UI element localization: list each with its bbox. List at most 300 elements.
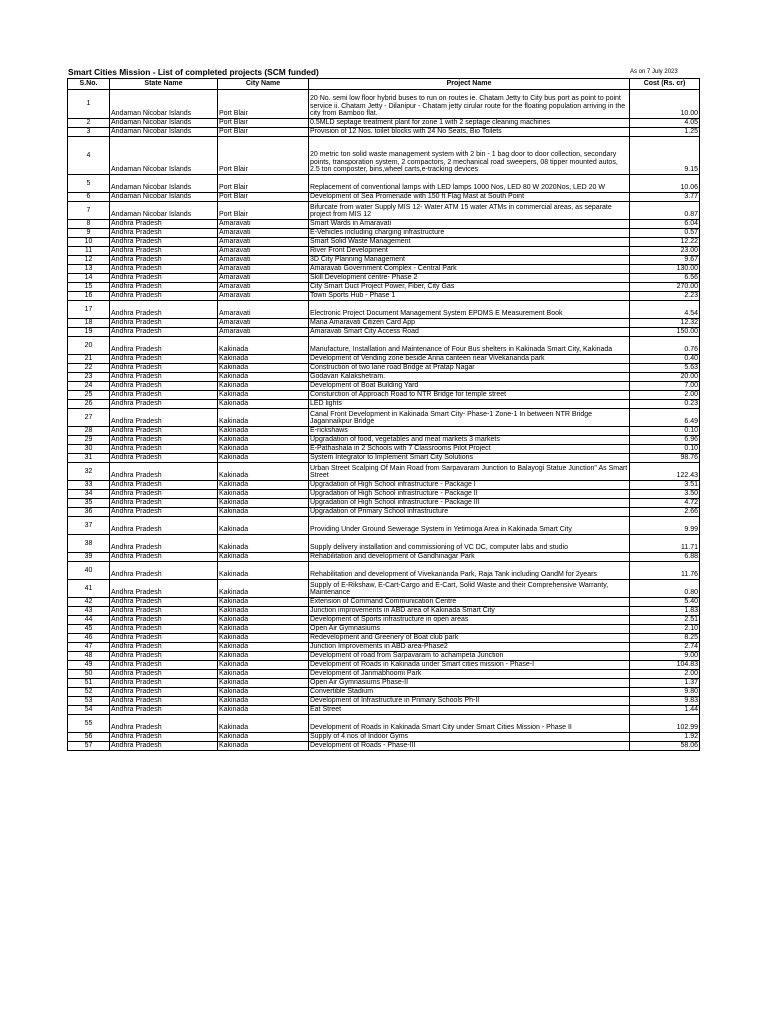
cell-state: Andhra Pradesh <box>110 283 218 292</box>
cell-project: Development of Roads in Kakinada under Smart cities mission - Phase-I <box>309 661 630 670</box>
cell-city: Kakinada <box>218 337 309 355</box>
cell-state: Andaman Nicobar Islands <box>110 128 218 137</box>
table-row <box>68 400 700 409</box>
table-row <box>68 742 700 751</box>
cell-state: Andhra Pradesh <box>110 274 218 283</box>
cell-sno: 52 <box>68 688 110 697</box>
cell-city: Kakinada <box>218 706 309 715</box>
cell-state: Andhra Pradesh <box>110 454 218 463</box>
cell-state: Andaman Nicobar Islands <box>110 137 218 175</box>
table-row <box>68 445 700 454</box>
cell-city: Kakinada <box>218 481 309 490</box>
cell-cost: 9.67 <box>630 256 700 265</box>
cell-state: Andhra Pradesh <box>110 238 218 247</box>
cell-state: Andaman Nicobar Islands <box>110 202 218 220</box>
table-header <box>68 79 700 90</box>
cell-state: Andhra Pradesh <box>110 535 218 553</box>
cell-city: Kakinada <box>218 373 309 382</box>
cell-state: Andhra Pradesh <box>110 562 218 580</box>
table-row <box>68 292 700 301</box>
cell-project: Amaravati Smart City Access Road <box>309 328 630 337</box>
cell-sno: 47 <box>68 643 110 652</box>
cell-city: Kakinada <box>218 697 309 706</box>
cell-city: Kakinada <box>218 670 309 679</box>
table-row <box>68 481 700 490</box>
cell-city: Kakinada <box>218 427 309 436</box>
cell-cost: 0.87 <box>630 202 700 220</box>
cell-project: Electronic Project Document Management System EPDMS E Measurement Book <box>309 301 630 319</box>
cell-state: Andhra Pradesh <box>110 391 218 400</box>
cell-project: Development of Janmabhoomi Park <box>309 670 630 679</box>
cell-project: Upgradation of High School infrastructure - Package III <box>309 499 630 508</box>
cell-city: Amaravati <box>218 319 309 328</box>
cell-city: Kakinada <box>218 616 309 625</box>
cell-state: Andhra Pradesh <box>110 292 218 301</box>
cell-city: Kakinada <box>218 715 309 733</box>
table-row <box>68 265 700 274</box>
cell-cost: 9.99 <box>630 517 700 535</box>
table-row <box>68 580 700 598</box>
table-row <box>68 175 700 193</box>
table-row <box>68 90 700 119</box>
cell-sno: 19 <box>68 328 110 337</box>
cell-city: Kakinada <box>218 643 309 652</box>
cell-city: Kakinada <box>218 625 309 634</box>
table-row <box>68 508 700 517</box>
projects-table <box>67 78 700 751</box>
cell-state: Andhra Pradesh <box>110 247 218 256</box>
cell-state: Andhra Pradesh <box>110 661 218 670</box>
cell-sno: 56 <box>68 733 110 742</box>
table-row <box>68 119 700 128</box>
cell-sno: 17 <box>68 301 110 319</box>
cell-project: System Integrator to Implement Smart City Solutions <box>309 454 630 463</box>
cell-state: Andhra Pradesh <box>110 733 218 742</box>
cell-project: Development of Roads in Kakinada Smart City under Smart Cities Mission - Phase II <box>309 715 630 733</box>
cell-project: Junction Improvements in ABD area-Phase2 <box>309 643 630 652</box>
cell-state: Andhra Pradesh <box>110 355 218 364</box>
cell-state: Andhra Pradesh <box>110 382 218 391</box>
cell-city: Kakinada <box>218 580 309 598</box>
cell-state: Andhra Pradesh <box>110 301 218 319</box>
cell-city: Kakinada <box>218 490 309 499</box>
cell-project: Canal Front Development in Kakinada Smart City- Phase-1 Zone-1 In between NTR Bridge Jagannaikpur Bridge <box>309 409 630 427</box>
table-row <box>68 652 700 661</box>
cell-project: Rehabilitation and development of Gandhinagar Park <box>309 553 630 562</box>
cell-state: Andhra Pradesh <box>110 427 218 436</box>
cell-city: Amaravati <box>218 301 309 319</box>
col-header-state: State Name <box>110 79 218 90</box>
cell-city: Amaravati <box>218 220 309 229</box>
cell-cost: 104.83 <box>630 661 700 670</box>
cell-project: Consturction of Approach Road to NTR Bridge for temple street <box>309 391 630 400</box>
cell-cost: 7.00 <box>630 382 700 391</box>
cell-city: Kakinada <box>218 445 309 454</box>
cell-cost: 9.80 <box>630 688 700 697</box>
cell-cost: 9.00 <box>630 652 700 661</box>
cell-state: Andhra Pradesh <box>110 715 218 733</box>
cell-city: Kakinada <box>218 463 309 481</box>
cell-state: Andhra Pradesh <box>110 643 218 652</box>
cell-sno: 15 <box>68 283 110 292</box>
cell-sno: 57 <box>68 742 110 751</box>
table-row <box>68 373 700 382</box>
cell-sno: 31 <box>68 454 110 463</box>
cell-sno: 4 <box>68 137 110 175</box>
cell-project: Bifurcate from water Supply MIS 12- Water ATM 15 water ATMs in commercial areas, as separate project from MIS 12 <box>309 202 630 220</box>
cell-city: Kakinada <box>218 607 309 616</box>
cell-cost: 2.00 <box>630 670 700 679</box>
cell-cost: 12.22 <box>630 238 700 247</box>
cell-state: Andhra Pradesh <box>110 256 218 265</box>
cell-sno: 20 <box>68 337 110 355</box>
cell-project: Manufacture, Installation and Maintenance of Four Bus shelters in Kakinada Smart City, Kakinada <box>309 337 630 355</box>
as-on-date: As on 7 July 2023 <box>630 69 678 75</box>
cell-project: Upgradation of Primary School infrastructure <box>309 508 630 517</box>
cell-state: Andhra Pradesh <box>110 697 218 706</box>
table-row <box>68 715 700 733</box>
cell-cost: 1.92 <box>630 733 700 742</box>
cell-project: Supply delivery installation and commissioning of VC DC, computer labs and studio <box>309 535 630 553</box>
cell-sno: 44 <box>68 616 110 625</box>
cell-city: Kakinada <box>218 508 309 517</box>
cell-project: Junction improvements in ABD area of Kakinada Smart City <box>309 607 630 616</box>
cell-cost: 3.50 <box>630 490 700 499</box>
cell-cost: 3.77 <box>630 193 700 202</box>
cell-sno: 35 <box>68 499 110 508</box>
cell-sno: 29 <box>68 436 110 445</box>
cell-sno: 25 <box>68 391 110 400</box>
cell-city: Port Blair <box>218 175 309 193</box>
cell-cost: 6.49 <box>630 409 700 427</box>
cell-sno: 32 <box>68 463 110 481</box>
cell-state: Andhra Pradesh <box>110 265 218 274</box>
cell-project: 20 No. semi low floor hybrid buses to run on routes ie. Chatam Jetty to City bus port as point to point service ii. Chatam Jetty - Dilanipur - Chatam jetty cirular route for the floating population arriving in the city from Bamboo flat. <box>309 90 630 119</box>
cell-city: Amaravati <box>218 274 309 283</box>
cell-cost: 6.04 <box>630 220 700 229</box>
cell-project: Upgradation of High School infrastructure - Package I <box>309 481 630 490</box>
cell-project: Development of Sea Promenade with 150 ft Flag Mast at South Point <box>309 193 630 202</box>
cell-state: Andhra Pradesh <box>110 490 218 499</box>
cell-city: Kakinada <box>218 598 309 607</box>
cell-cost: 12.32 <box>630 319 700 328</box>
cell-sno: 34 <box>68 490 110 499</box>
cell-city: Kakinada <box>218 409 309 427</box>
cell-city: Kakinada <box>218 562 309 580</box>
cell-sno: 46 <box>68 634 110 643</box>
cell-sno: 38 <box>68 535 110 553</box>
cell-state: Andaman Nicobar Islands <box>110 119 218 128</box>
cell-city: Kakinada <box>218 634 309 643</box>
cell-state: Andhra Pradesh <box>110 481 218 490</box>
cell-cost: 6.88 <box>630 553 700 562</box>
cell-cost: 0.57 <box>630 229 700 238</box>
cell-state: Andhra Pradesh <box>110 580 218 598</box>
cell-city: Kakinada <box>218 499 309 508</box>
table-row <box>68 436 700 445</box>
cell-state: Andhra Pradesh <box>110 220 218 229</box>
cell-project: Urban Street Scalping Of Main Road from Sarpavaram Junction to Balayogi Statue Junction" As Smart Street <box>309 463 630 481</box>
cell-sno: 30 <box>68 445 110 454</box>
cell-state: Andhra Pradesh <box>110 229 218 238</box>
cell-project: Supply of E-Rikshaw, E-Cart-Cargo and E-Cart, Solid Waste and their Comprehensive Warranty, Maintenance <box>309 580 630 598</box>
table-row <box>68 706 700 715</box>
cell-project: City Smart Duct Project Power, Fiber, City Gas <box>309 283 630 292</box>
cell-sno: 5 <box>68 175 110 193</box>
cell-city: Kakinada <box>218 400 309 409</box>
cell-city: Port Blair <box>218 90 309 119</box>
table-row <box>68 391 700 400</box>
table-row <box>68 128 700 137</box>
table-row <box>68 643 700 652</box>
table-row <box>68 274 700 283</box>
col-header-project: Project Name <box>309 79 630 90</box>
cell-cost: 150.00 <box>630 328 700 337</box>
cell-project: Provision of 12 Nos. toilet blocks with 24 No Seats, Bio Toilets <box>309 128 630 137</box>
table-row <box>68 634 700 643</box>
table-row <box>68 535 700 553</box>
table-row <box>68 679 700 688</box>
cell-sno: 50 <box>68 670 110 679</box>
cell-sno: 54 <box>68 706 110 715</box>
cell-sno: 22 <box>68 364 110 373</box>
cell-project: Replacement of conventional lamps with LED lamps 1000 Nos, LED 80 W 2020Nos, LED 20 W <box>309 175 630 193</box>
cell-state: Andaman Nicobar Islands <box>110 193 218 202</box>
cell-project: Supply of 4 nos of Indoor Gyms <box>309 733 630 742</box>
cell-cost: 0.76 <box>630 337 700 355</box>
cell-sno: 12 <box>68 256 110 265</box>
cell-city: Amaravati <box>218 247 309 256</box>
cell-cost: 122.43 <box>630 463 700 481</box>
cell-project: River Front Development <box>309 247 630 256</box>
cell-city: Port Blair <box>218 193 309 202</box>
cell-project: Extension of Command Communication Centre <box>309 598 630 607</box>
header-row <box>68 79 700 90</box>
cell-cost: 1.37 <box>630 679 700 688</box>
cell-sno: 49 <box>68 661 110 670</box>
cell-city: Kakinada <box>218 733 309 742</box>
cell-city: Kakinada <box>218 688 309 697</box>
cell-project: Construction of two lane road Bridge at Pratap Nagar <box>309 364 630 373</box>
cell-sno: 21 <box>68 355 110 364</box>
table-row <box>68 517 700 535</box>
cell-project: Redevelopment and Greenery of Boat club park <box>309 634 630 643</box>
table-row <box>68 256 700 265</box>
cell-sno: 53 <box>68 697 110 706</box>
cell-cost: 10.06 <box>630 175 700 193</box>
cell-cost: 1.25 <box>630 128 700 137</box>
cell-state: Andhra Pradesh <box>110 670 218 679</box>
cell-project: LED lights <box>309 400 630 409</box>
cell-state: Andhra Pradesh <box>110 517 218 535</box>
col-header-sno: S.No. <box>68 79 110 90</box>
table-row <box>68 688 700 697</box>
cell-city: Kakinada <box>218 679 309 688</box>
cell-project: 0.5MLD septage treatment plant for zone 1 with 2 septage cleaning machines <box>309 119 630 128</box>
cell-project: Godavari Kalakshetram. <box>309 373 630 382</box>
cell-project: 20 metric ton solid waste management system with 2 bin - 1 bag door to door collection, secondary points, transporation system, 2 compactors, 2 mechanical road sweepers, 08 tipper mounted autos, 2.5 ton composter, bins,wheel carts,e-tracking devices <box>309 137 630 175</box>
cell-state: Andhra Pradesh <box>110 400 218 409</box>
cell-city: Kakinada <box>218 454 309 463</box>
cell-sno: 36 <box>68 508 110 517</box>
cell-city: Kakinada <box>218 517 309 535</box>
cell-cost: 130.00 <box>630 265 700 274</box>
cell-project: Upgradation of food, vegetables and meat markets 3 markets <box>309 436 630 445</box>
cell-city: Kakinada <box>218 661 309 670</box>
cell-cost: 2.51 <box>630 616 700 625</box>
cell-project: Development of Sports infrastructure in open areas <box>309 616 630 625</box>
cell-sno: 13 <box>68 265 110 274</box>
cell-cost: 270.00 <box>630 283 700 292</box>
cell-state: Andaman Nicobar Islands <box>110 90 218 119</box>
cell-sno: 37 <box>68 517 110 535</box>
cell-sno: 40 <box>68 562 110 580</box>
cell-sno: 11 <box>68 247 110 256</box>
cell-cost: 58.06 <box>630 742 700 751</box>
table-row <box>68 364 700 373</box>
cell-cost: 4.54 <box>630 301 700 319</box>
cell-project: Rehabilitation and development of Vivekananda Park, Raja Tank including OandM for 2years <box>309 562 630 580</box>
cell-project: Skill Development centre- Phase 2 <box>309 274 630 283</box>
cell-state: Andhra Pradesh <box>110 409 218 427</box>
table-row <box>68 553 700 562</box>
cell-city: Amaravati <box>218 328 309 337</box>
cell-city: Kakinada <box>218 742 309 751</box>
table-row <box>68 193 700 202</box>
cell-city: Kakinada <box>218 391 309 400</box>
table-row <box>68 202 700 220</box>
cell-cost: 0.10 <box>630 445 700 454</box>
cell-sno: 39 <box>68 553 110 562</box>
cell-project: Mana Amaravati Citizen Card App <box>309 319 630 328</box>
cell-city: Port Blair <box>218 128 309 137</box>
cell-sno: 23 <box>68 373 110 382</box>
table-row <box>68 490 700 499</box>
table-row <box>68 598 700 607</box>
cell-cost: 9.83 <box>630 697 700 706</box>
cell-state: Andaman Nicobar Islands <box>110 175 218 193</box>
cell-project: E-Vehicles including charging infrastructure <box>309 229 630 238</box>
cell-city: Amaravati <box>218 283 309 292</box>
cell-sno: 9 <box>68 229 110 238</box>
cell-city: Amaravati <box>218 292 309 301</box>
cell-cost: 0.23 <box>630 400 700 409</box>
cell-sno: 1 <box>68 90 110 119</box>
cell-state: Andhra Pradesh <box>110 337 218 355</box>
table-row <box>68 137 700 175</box>
cell-city: Kakinada <box>218 553 309 562</box>
cell-cost: 1.83 <box>630 607 700 616</box>
cell-cost: 23.00 <box>630 247 700 256</box>
cell-cost: 5.40 <box>630 598 700 607</box>
cell-cost: 9.15 <box>630 137 700 175</box>
cell-cost: 6.56 <box>630 274 700 283</box>
cell-city: Amaravati <box>218 256 309 265</box>
table-row <box>68 319 700 328</box>
cell-state: Andhra Pradesh <box>110 328 218 337</box>
cell-state: Andhra Pradesh <box>110 373 218 382</box>
cell-sno: 2 <box>68 119 110 128</box>
cell-project: Convertible Stadium <box>309 688 630 697</box>
cell-city: Amaravati <box>218 238 309 247</box>
cell-cost: 0.80 <box>630 580 700 598</box>
table-row <box>68 247 700 256</box>
cell-state: Andhra Pradesh <box>110 499 218 508</box>
cell-project: Development of Infrastructure in Primary Schools Ph-II <box>309 697 630 706</box>
cell-sno: 14 <box>68 274 110 283</box>
cell-project: E-Pathashala in 2 Schools with 7 Classrooms Pilot Project <box>309 445 630 454</box>
cell-state: Andhra Pradesh <box>110 679 218 688</box>
table-row <box>68 337 700 355</box>
cell-city: Port Blair <box>218 137 309 175</box>
cell-sno: 27 <box>68 409 110 427</box>
table-row <box>68 229 700 238</box>
cell-sno: 55 <box>68 715 110 733</box>
cell-project: Town Sports Hub - Phase 1 <box>309 292 630 301</box>
table-row <box>68 562 700 580</box>
cell-cost: 4.72 <box>630 499 700 508</box>
cell-sno: 6 <box>68 193 110 202</box>
table-row <box>68 283 700 292</box>
cell-cost: 2.10 <box>630 625 700 634</box>
cell-city: Amaravati <box>218 265 309 274</box>
cell-cost: 0.40 <box>630 355 700 364</box>
col-header-city: City Name <box>218 79 309 90</box>
cell-state: Andhra Pradesh <box>110 742 218 751</box>
cell-state: Andhra Pradesh <box>110 616 218 625</box>
cell-cost: 2.00 <box>630 391 700 400</box>
cell-sno: 42 <box>68 598 110 607</box>
cell-state: Andhra Pradesh <box>110 364 218 373</box>
cell-cost: 6.96 <box>630 436 700 445</box>
cell-state: Andhra Pradesh <box>110 463 218 481</box>
cell-cost: 1.44 <box>630 706 700 715</box>
table-row <box>68 301 700 319</box>
cell-sno: 24 <box>68 382 110 391</box>
table-row <box>68 670 700 679</box>
cell-state: Andhra Pradesh <box>110 553 218 562</box>
cell-city: Kakinada <box>218 535 309 553</box>
cell-project: Open Air Gymnasiums Phase-II <box>309 679 630 688</box>
cell-state: Andhra Pradesh <box>110 652 218 661</box>
cell-project: Providing Under Ground Sewerage System in Yetimoga Area in Kakinada Smart City <box>309 517 630 535</box>
cell-project: Eat Street <box>309 706 630 715</box>
cell-sno: 43 <box>68 607 110 616</box>
table-row <box>68 382 700 391</box>
table-row <box>68 697 700 706</box>
table-row <box>68 427 700 436</box>
cell-city: Kakinada <box>218 355 309 364</box>
cell-state: Andhra Pradesh <box>110 508 218 517</box>
cell-project: Development of Roads - Phase-III <box>309 742 630 751</box>
table-row <box>68 409 700 427</box>
cell-sno: 41 <box>68 580 110 598</box>
cell-project: E-rickshaws <box>309 427 630 436</box>
cell-state: Andhra Pradesh <box>110 634 218 643</box>
cell-cost: 5.63 <box>630 364 700 373</box>
table-row <box>68 607 700 616</box>
table-body <box>68 90 700 751</box>
cell-cost: 102.99 <box>630 715 700 733</box>
table-row <box>68 499 700 508</box>
cell-project: Open Air Gymnasiums <box>309 625 630 634</box>
cell-state: Andhra Pradesh <box>110 706 218 715</box>
cell-cost: 8.25 <box>630 634 700 643</box>
cell-sno: 33 <box>68 481 110 490</box>
table-row <box>68 625 700 634</box>
cell-project: Development of Vending zone beside Anna canteen near Vivekananda park <box>309 355 630 364</box>
cell-sno: 45 <box>68 625 110 634</box>
